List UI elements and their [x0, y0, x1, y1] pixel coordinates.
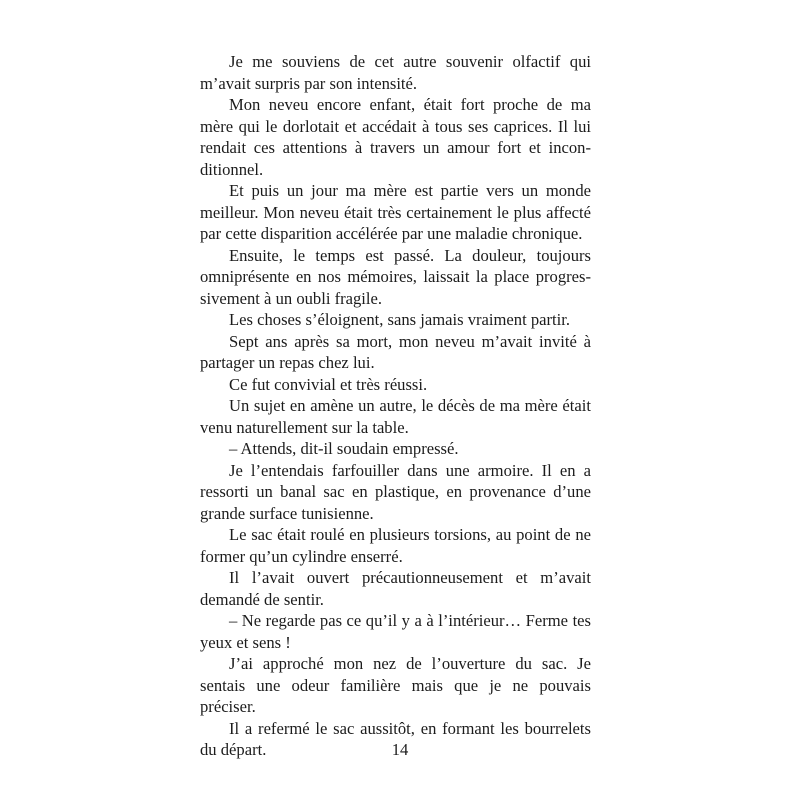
paragraph: Il a refermé le sac aussitôt, en formant les bourrelets du départ. — [200, 718, 591, 759]
paragraph: Je me souviens de cet autre souvenir olfactif qui m’avait surpris par son intensité. — [200, 52, 591, 93]
paragraph: Les choses s’éloignent, sans jamais vraiment partir. — [229, 310, 571, 329]
paragraph: Je l’entendais farfouiller dans une armoire. Il en a ressorti un banal sac en plastique, en provenance d’une grande surface tunisienne. — [200, 460, 591, 523]
paragraph: Ce fut convivial et très réussi. — [229, 374, 428, 394]
paragraph: Sept ans après sa mort, mon neveu m’avait invité à partager un repas chez lui. — [200, 331, 591, 372]
paragraph: Il l’avait ouvert précautionneusement et m’avait demandé de sentir. — [200, 568, 591, 609]
paragraph: – Ne regarde pas ce qu’il y a à l’intérieur… Ferme tes yeux et sens ! — [200, 611, 591, 652]
paragraph: Et puis un jour ma mère est partie vers un monde meilleur. Mon neveu était très certainement le plus affecté par cette disparition accélérée par une maladie chronique. — [200, 181, 591, 243]
body-text — [200, 51, 591, 761]
paragraph: Mon neveu encore enfant, était fort proche de ma mère qui le dorlotait et accédait à tous ses caprices. Il lui rendait ces attentions à travers un amour fort et inconditionnel. — [200, 95, 591, 179]
paragraph: – Attends, dit-il soudain empressé. — [229, 439, 459, 458]
paragraph: J’ai approché mon nez de l’ouverture du sac. Je sentais une odeur familière mais que je ne pouvais préciser. — [200, 654, 591, 716]
paragraph: Le sac était roulé en plusieurs torsions, au point de ne former qu’un cylindre enserré. — [200, 525, 591, 566]
paragraph: Un sujet en amène un autre, le décès de ma mère était venu naturellement sur la table. — [200, 396, 591, 437]
page-number: 14 — [391, 740, 409, 759]
paragraph: Ensuite, le temps est passé. La douleur, toujours omniprésente en nos mémoires, laissait la place progressivement à un oubli fragile. — [200, 245, 591, 308]
